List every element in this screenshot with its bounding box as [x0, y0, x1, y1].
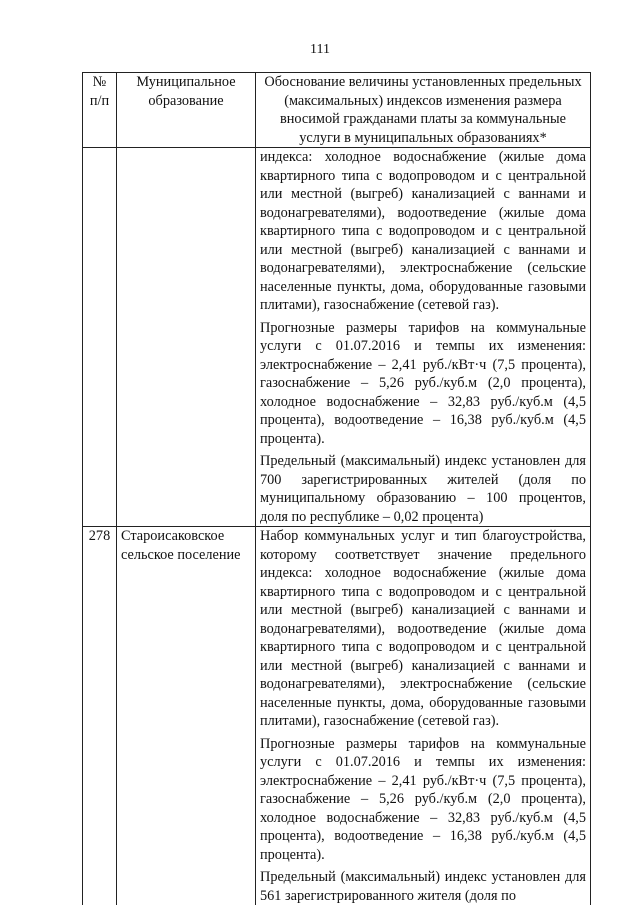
header-justification: Обоснование величины установленных предельных (максимальных) индексов изменения размера вносимой гражданами платы за коммунальные услуги в муниципальных образованиях* [256, 73, 591, 148]
header-municipality: Муниципальное образование [117, 73, 256, 148]
justification-paragraph: Предельный (максимальный) индекс установлен для 700 зарегистрированных жителей (доля по муниципальному образованию – 100 процентов, доля по республике – 0,02 процента) [260, 453, 586, 525]
table-header-row [83, 73, 591, 148]
table-row [83, 527, 591, 905]
row-number [83, 148, 117, 527]
index-justification-table [82, 72, 591, 905]
justification-paragraph: Прогнозные размеры тарифов на коммунальные услуги с 01.07.2016 и темпы их изменения: электроснабжение – 2,41 руб./кВт·ч (7,5 процента), газоснабжение – 5,26 руб./куб.м (2,0 процента), холодное водоснабжение – 32,83 руб./куб.м (4,5 процента), водоотведение – 16,38 руб./куб.м (4,5 процента). [260, 735, 586, 863]
justification-paragraph: Набор коммунальных услуг и тип благоустройства, которому соответствует значение предельного индекса: холодное водоснабжение (жилые дома квартирного типа с водопроводом и с центральной или местной (выгреб) канализацией с ваннами и водонагревателями), водоотведение (жилые дома квартирного типа с водопроводом и с центральной или местной (выгреб) канализацией с ваннами и водонагревателями), электроснабжение (сельские населенные пункты, дома, оборудованные газовыми плитами), газоснабжение (сетевой газ). [260, 528, 586, 729]
table-row [83, 148, 591, 527]
justification-paragraph: Предельный (максимальный) индекс установлен для 561 зарегистрированного жителя (доля по [260, 869, 586, 904]
row-municipality: Староисаковское сельское поселение [117, 527, 256, 905]
row-number: 278 [83, 527, 117, 905]
justification-paragraph: Прогнозные размеры тарифов на коммунальные услуги с 01.07.2016 и темпы их изменения: электроснабжение – 2,41 руб./кВт·ч (7,5 процента), газоснабжение – 5,26 руб./куб.м (2,0 процента), холодное водоснабжение – 32,83 руб./куб.м (4,5 процента), водоотведение – 16,38 руб./куб.м (4,5 процента). [260, 319, 586, 447]
header-number: № п/п [83, 73, 117, 148]
row-justification [256, 527, 591, 905]
justification-paragraph: индекса: холодное водоснабжение (жилые дома квартирного типа с водопроводом и с центральной или местной (выгреб) канализацией с ваннами и водонагревателями), водоотведение (жилые дома квартирного типа с водопроводом и с центральной или местной (выгреб) канализацией с ваннами и водонагревателями), электроснабжение (сельские населенные пункты, дома, оборудованные газовыми плитами), газоснабжение (сетевой газ). [260, 149, 586, 313]
page-number: 111 [310, 42, 330, 57]
row-municipality [117, 148, 256, 527]
row-justification [256, 148, 591, 527]
